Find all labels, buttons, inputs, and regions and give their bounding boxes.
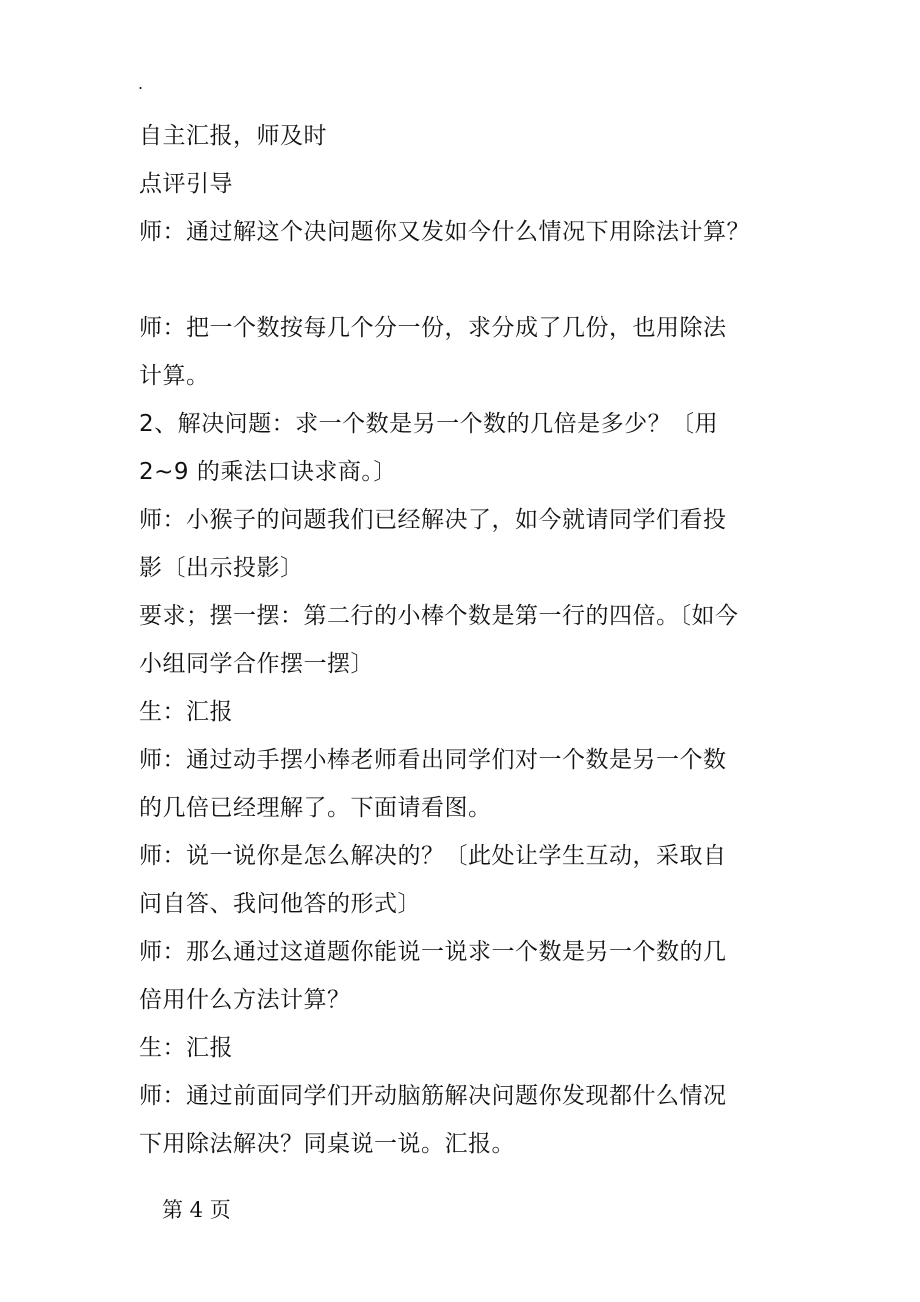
text-line-4: 师：把一个数按每几个分一份，求分成了几份，也用除法 [139, 315, 727, 341]
text-line-6: 2、解决问题：求一个数是另一个数的几倍是多少？〔用 [139, 411, 719, 437]
text-line-19: 生：汇报 [139, 1035, 233, 1061]
text-line-10: 要求；摆一摆：第二行的小棒个数是第一行的四倍。〔如今 [139, 603, 739, 629]
text-line-9: 影〔出示投影〕 [139, 555, 304, 581]
text-line-2: 点评引导 [139, 171, 233, 197]
text-line-8: 师：小猴子的问题我们已经解决了，如今就请同学们看投 [139, 507, 727, 533]
text-line-13: 师：通过动手摆小棒老师看出同学们对一个数是另一个数 [139, 747, 727, 773]
text-line-11: 小组同学合作摆一摆〕 [139, 651, 374, 677]
text-line-21: 下用除法解决？同桌说一说。汇报。 [139, 1131, 515, 1157]
text-line-16: 问自答、我问他答的形式〕 [139, 891, 421, 917]
text-line-12: 生：汇报 [139, 699, 233, 725]
text-line-15: 师：说一说你是怎么解决的？〔此处让学生互动，采取自 [139, 843, 727, 869]
page-number: 第 4 页 [162, 1198, 231, 1222]
header-dot: . [138, 74, 144, 93]
text-line-7: 2~9 的乘法口诀求商。〕 [139, 459, 397, 485]
text-line-17: 师：那么通过这道题你能说一说求一个数是另一个数的几 [139, 939, 727, 965]
text-line-18: 倍用什么方法计算？ [139, 987, 351, 1013]
text-line-1: 自主汇报，师及时 [139, 123, 327, 149]
text-line-5: 计算。 [139, 363, 210, 389]
text-line-14: 的几倍已经理解了。下面请看图。 [139, 795, 492, 821]
text-line-20: 师：通过前面同学们开动脑筋解决问题你发现都什么情况 [139, 1083, 727, 1109]
text-line-3: 师：通过解这个决问题你又发如今什么情况下用除法计算？ [139, 219, 750, 245]
